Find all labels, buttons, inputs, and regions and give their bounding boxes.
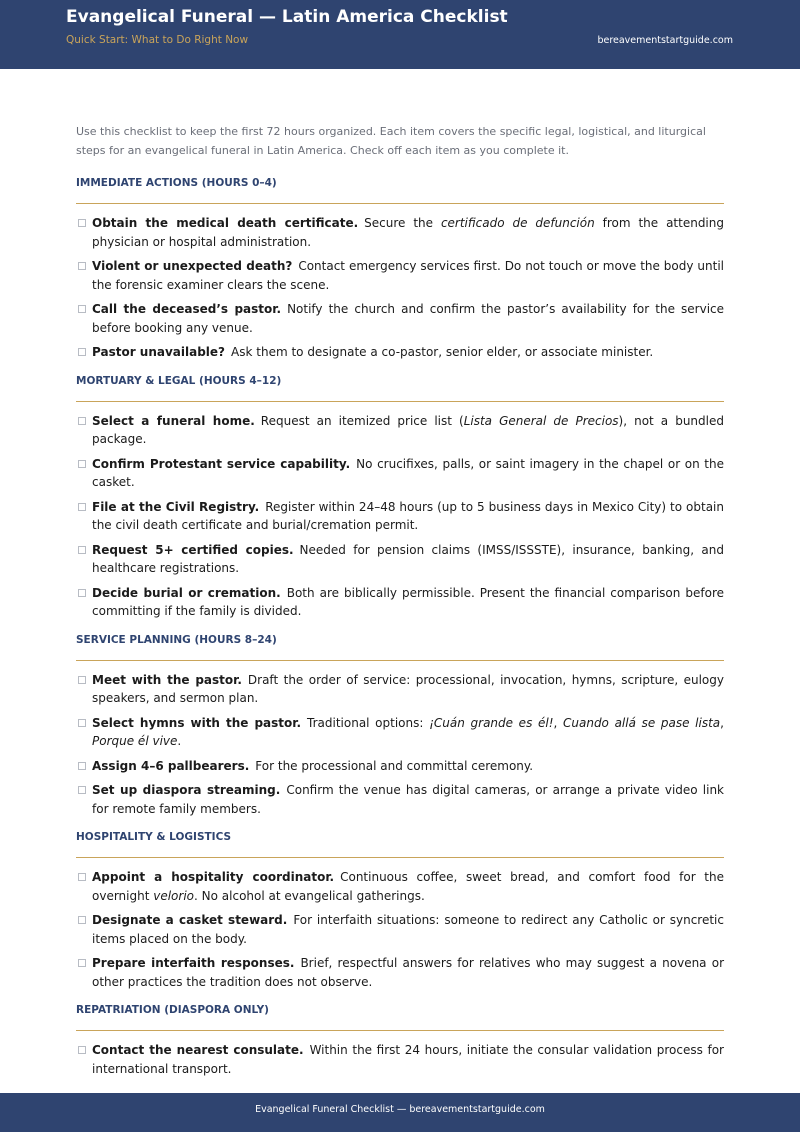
- checklist-item: [76, 498, 724, 535]
- item-lead: Designate a casket steward.: [92, 913, 288, 927]
- checklist-sections: [76, 177, 724, 1078]
- checkbox-icon[interactable]: [78, 873, 86, 881]
- section-heading: SERVICE PLANNING (HOURS 8–24): [76, 634, 724, 661]
- item-text: ,: [720, 715, 724, 730]
- site-url: bereavementstartguide.com: [597, 35, 733, 46]
- item-lead: Appoint a hospitality coordinator.: [92, 870, 335, 884]
- section-heading: REPATRIATION (DIASPORA ONLY): [76, 1004, 724, 1031]
- checkbox-icon[interactable]: [78, 762, 86, 770]
- checklist-items: [76, 671, 724, 819]
- checklist-item: [76, 1041, 724, 1078]
- checklist-item: [76, 343, 724, 362]
- item-lead: Meet with the pastor.: [92, 672, 242, 687]
- item-lead: Select hymns with the pastor.: [92, 715, 302, 730]
- checklist-items: [76, 214, 724, 362]
- checklist-content: [76, 122, 724, 1091]
- item-lead: Confirm Protestant service capability.: [92, 456, 351, 471]
- item-emphasis: Porque él vive: [92, 734, 178, 748]
- item-lead: Request 5+ certified copies.: [92, 542, 294, 557]
- checklist-item: [76, 455, 724, 492]
- item-lead: File at the Civil Registry.: [92, 499, 260, 514]
- item-lead: Assign 4–6 pallbearers.: [92, 758, 250, 773]
- checkbox-icon[interactable]: [78, 786, 86, 794]
- item-text: Continuous coffee, sweet bread, and comfort food for the overnight: [92, 870, 724, 903]
- item-text: For interfaith situations: someone to redirect any Catholic or syncretic items placed on the body.: [92, 913, 724, 946]
- item-text: No crucifixes, palls, or saint imagery in the chapel or on the casket.: [92, 456, 725, 489]
- page-footer: Evangelical Funeral Checklist — bereavementstartguide.com: [0, 1093, 800, 1132]
- section-heading: HOSPITALITY & LOGISTICS: [76, 831, 724, 858]
- section-heading: MORTUARY & LEGAL (HOURS 4–12): [76, 375, 724, 402]
- item-emphasis: Lista General de Precios: [463, 413, 619, 428]
- checkbox-icon[interactable]: [78, 460, 86, 468]
- checklist-item: [76, 954, 724, 991]
- item-lead: Contact the nearest consulate.: [92, 1043, 304, 1057]
- checkbox-icon[interactable]: [78, 417, 86, 425]
- page-title: Evangelical Funeral — Latin America Checklist: [66, 7, 508, 27]
- item-text: Contact emergency services first. Do not touch or move the body until the forensic examiner clears the scene.: [92, 259, 724, 292]
- item-lead: Violent or unexpected death?: [92, 259, 293, 273]
- item-text: Both are biblically permissible. Present the financial comparison before committing if the family is divided.: [92, 585, 725, 618]
- checklist-item: [76, 868, 724, 905]
- item-lead: Call the deceased’s pastor.: [92, 302, 282, 316]
- checklist-items: [76, 412, 724, 621]
- checklist-item: [76, 671, 724, 708]
- checklist-item: [76, 781, 724, 818]
- checkbox-icon[interactable]: [78, 262, 86, 270]
- checkbox-icon[interactable]: [78, 305, 86, 313]
- checkbox-icon[interactable]: [78, 676, 86, 684]
- item-text: For the processional and committal ceremony.: [255, 758, 534, 773]
- checklist-items: [76, 868, 724, 991]
- section-heading: IMMEDIATE ACTIONS (HOURS 0–4): [76, 177, 724, 204]
- intro-text: Use this checklist to keep the first 72 hours organized. Each item covers the specific legal, logistical, and liturgical steps for an evangelical funeral in Latin America. Check off each item as you complete it.: [76, 125, 706, 157]
- checklist-item: [76, 584, 724, 621]
- item-text: Register within 24–48 hours (up to 5 business days in Mexico City) to obtain the civil death certificate and burial/cremation permit.: [92, 499, 724, 532]
- item-text: .: [177, 734, 182, 748]
- item-lead: Pastor unavailable?: [92, 345, 226, 359]
- checkbox-icon[interactable]: [78, 503, 86, 511]
- item-text: Traditional options:: [307, 715, 430, 730]
- item-lead: Prepare interfaith responses.: [92, 956, 295, 970]
- item-text: Ask them to designate a co-pastor, senior elder, or associate minister.: [231, 345, 654, 359]
- item-text: Request an itemized price list (: [260, 413, 464, 428]
- checklist-items: [76, 1041, 724, 1078]
- checklist-item: [76, 412, 724, 449]
- checkbox-icon[interactable]: [78, 719, 86, 727]
- checklist-item: [76, 541, 724, 578]
- item-text: ,: [553, 715, 563, 730]
- checkbox-icon[interactable]: [78, 348, 86, 356]
- checkbox-icon[interactable]: [78, 959, 86, 967]
- item-text: Notify the church and confirm the pastor’s availability for the service before booking any venue.: [92, 302, 725, 335]
- item-text: ), not a bundled package.: [92, 413, 724, 446]
- item-text: from the attending physician or hospital administration.: [92, 216, 724, 249]
- item-text: Secure the: [364, 216, 441, 230]
- checkbox-icon[interactable]: [78, 916, 86, 924]
- item-lead: Decide burial or cremation.: [92, 585, 281, 600]
- checklist-item: [76, 911, 724, 948]
- item-text: Draft the order of service: processional, invocation, hymns, scripture, eulogy speakers, and sermon plan.: [92, 672, 724, 705]
- checklist-item: [76, 214, 724, 251]
- checklist-item: [76, 714, 724, 751]
- page-header: [0, 0, 800, 69]
- item-text: Within the first 24 hours, initiate the consular validation process for international transport.: [92, 1043, 724, 1076]
- checklist-item: [76, 257, 724, 294]
- item-text: . No alcohol at evangelical gatherings.: [194, 888, 425, 903]
- checkbox-icon[interactable]: [78, 1046, 86, 1054]
- item-text: Brief, respectful answers for relatives who may suggest a novena or other practices the tradition does not observe.: [92, 956, 725, 989]
- item-text: Confirm the venue has digital cameras, or arrange a private video link for remote family members.: [92, 783, 724, 816]
- item-lead: Select a funeral home.: [92, 413, 255, 428]
- item-lead: Set up diaspora streaming.: [92, 783, 281, 797]
- checkbox-icon[interactable]: [78, 589, 86, 597]
- item-lead: Obtain the medical death certificate.: [92, 216, 359, 230]
- item-emphasis: Cuando allá se pase lista: [563, 715, 721, 730]
- page-subtitle: Quick Start: What to Do Right Now: [66, 34, 249, 46]
- item-emphasis: certificado de defunción: [440, 216, 595, 230]
- item-emphasis: velorio: [153, 888, 195, 903]
- checkbox-icon[interactable]: [78, 219, 86, 227]
- checklist-item: [76, 300, 724, 337]
- item-emphasis: ¡Cuán grande es él!: [429, 715, 554, 730]
- checkbox-icon[interactable]: [78, 546, 86, 554]
- checklist-item: [76, 757, 724, 776]
- item-text: Needed for pension claims (IMSS/ISSSTE), insurance, banking, and healthcare registrations.: [92, 542, 724, 575]
